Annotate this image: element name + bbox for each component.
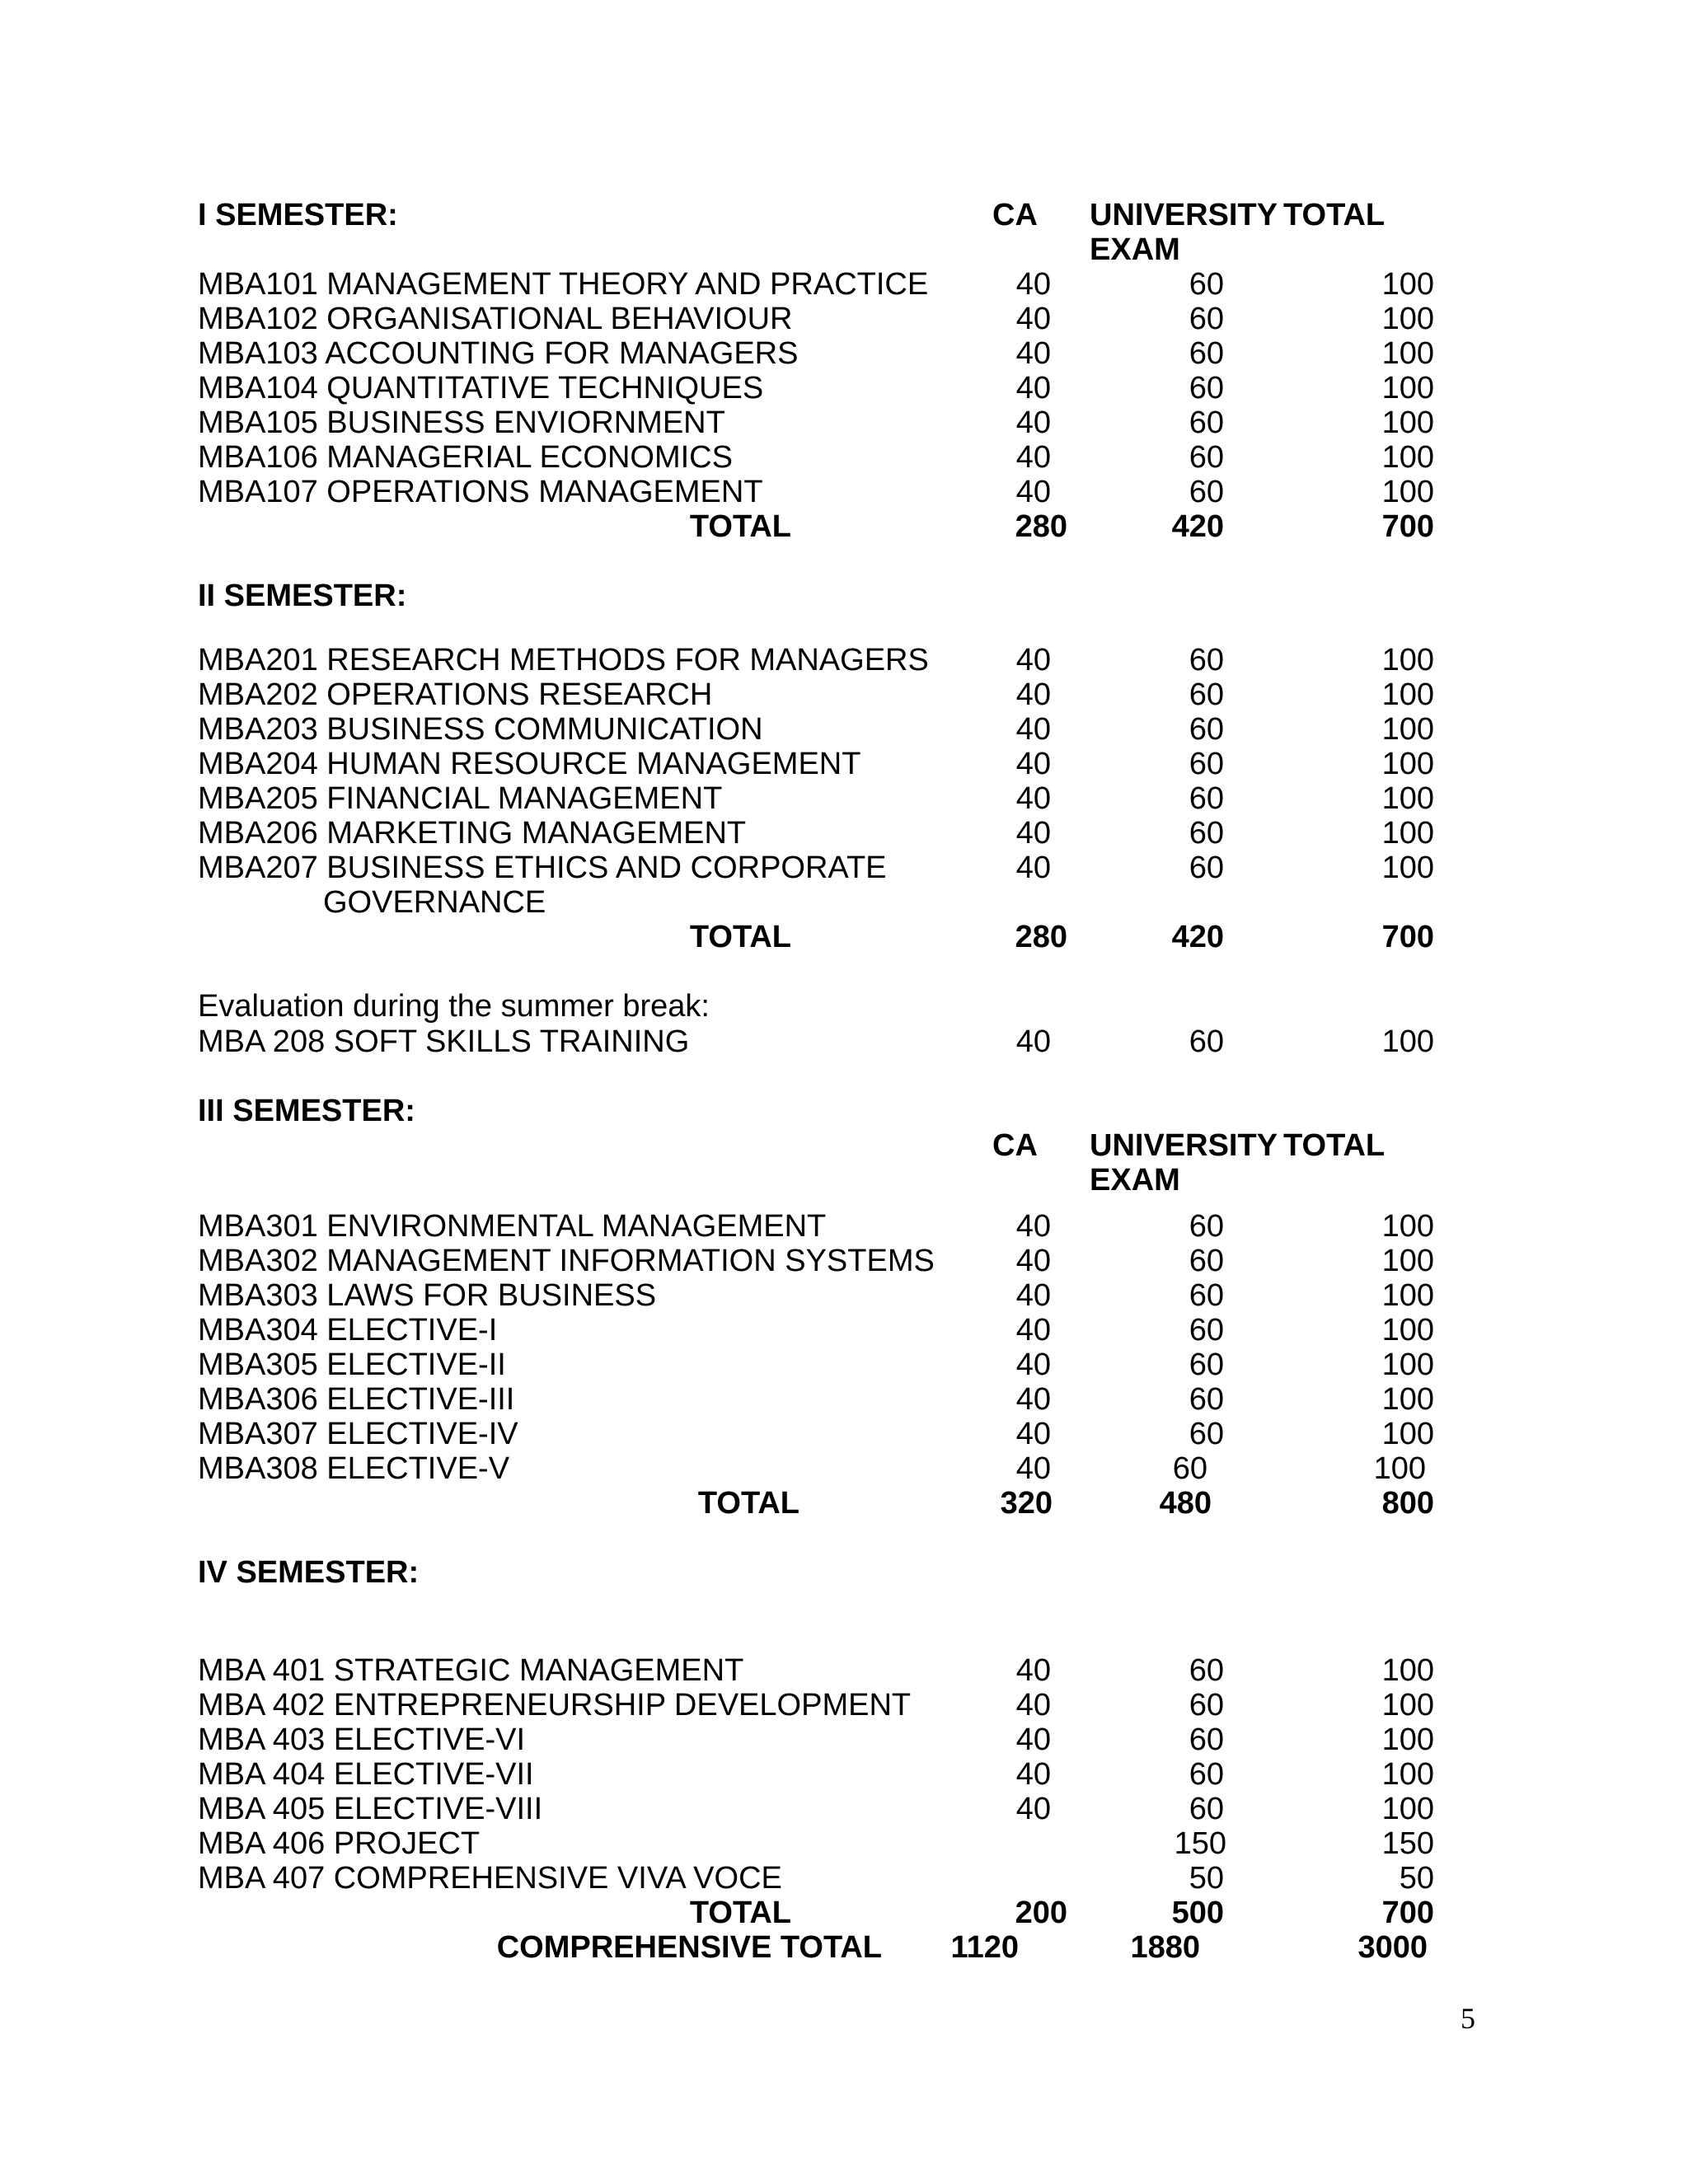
ca-total: 280 <box>1015 509 1067 544</box>
header-ca: CA <box>992 198 1038 232</box>
exam-marks: 60 <box>1189 643 1224 677</box>
header-exam: EXAM <box>1090 1163 1180 1197</box>
ca-marks: 40 <box>1015 1722 1051 1757</box>
course-name: MBA 402 ENTREPRENEURSHIP DEVELOPMENT <box>198 1688 912 1722</box>
exam-marks: 60 <box>1189 371 1224 405</box>
ca-total: 320 <box>1000 1486 1053 1521</box>
course-name: MBA301 ENVIRONMENTAL MANAGEMENT <box>198 1209 827 1244</box>
exam-marks: 60 <box>1189 336 1224 371</box>
exam-marks: 60 <box>1189 1722 1224 1757</box>
summer-note: Evaluation during the summer break: <box>198 989 710 1024</box>
semester-1-title: I SEMESTER: <box>198 198 398 232</box>
ca-marks: 40 <box>1015 677 1051 712</box>
total-marks: 100 <box>1381 1209 1434 1244</box>
course-name: MBA203 BUSINESS COMMUNICATION <box>198 712 763 747</box>
course-name: MBA303 LAWS FOR BUSINESS <box>198 1278 657 1313</box>
page-number: 5 <box>1461 2002 1475 2035</box>
total-marks: 100 <box>1381 475 1434 509</box>
exam-marks: 60 <box>1189 405 1224 440</box>
header-university: UNIVERSITY <box>1090 198 1278 232</box>
total-marks: 100 <box>1381 1244 1434 1278</box>
course-name: MBA 403 ELECTIVE-VI <box>198 1722 526 1757</box>
exam-marks: 60 <box>1189 851 1224 885</box>
ca-marks: 40 <box>1015 302 1051 336</box>
exam-marks: 60 <box>1172 1451 1207 1486</box>
course-name: MBA306 ELECTIVE-III <box>198 1382 515 1417</box>
exam-marks: 60 <box>1189 816 1224 851</box>
exam-total: 420 <box>1171 920 1224 954</box>
course-name: MBA302 MANAGEMENT INFORMATION SYSTEMS <box>198 1244 935 1278</box>
total-marks: 100 <box>1381 1024 1434 1059</box>
course-name: MBA308 ELECTIVE-V <box>198 1451 510 1486</box>
total-marks: 100 <box>1381 677 1434 712</box>
course-name: MBA103 ACCOUNTING FOR MANAGERS <box>198 336 799 371</box>
grand-marks-total: 700 <box>1381 1896 1434 1930</box>
exam-marks: 60 <box>1189 1024 1224 1059</box>
exam-marks: 150 <box>1174 1826 1226 1861</box>
ca-total: 280 <box>1015 920 1067 954</box>
semester-4-title: IV SEMESTER: <box>198 1555 420 1590</box>
total-label: TOTAL <box>689 920 791 954</box>
exam-marks: 60 <box>1189 267 1224 302</box>
total-marks: 100 <box>1381 1688 1434 1722</box>
total-marks: 100 <box>1381 1417 1434 1451</box>
header-university: UNIVERSITY <box>1090 1128 1278 1163</box>
course-name: MBA201 RESEARCH METHODS FOR MANAGERS <box>198 643 929 677</box>
header-total: TOTAL <box>1283 1128 1386 1163</box>
grand-marks-total: 700 <box>1381 509 1434 544</box>
course-name-continued: GOVERNANCE <box>323 885 546 920</box>
grand-marks-total: 800 <box>1381 1486 1434 1521</box>
ca-marks: 40 <box>1015 371 1051 405</box>
total-marks: 100 <box>1381 781 1434 816</box>
course-name: MBA202 OPERATIONS RESEARCH <box>198 677 713 712</box>
exam-marks: 60 <box>1189 1382 1224 1417</box>
ca-marks: 40 <box>1015 1417 1051 1451</box>
ca-marks: 40 <box>1015 336 1051 371</box>
exam-marks: 60 <box>1189 1313 1224 1347</box>
ca-marks: 40 <box>1015 1792 1051 1826</box>
ca-marks: 40 <box>1015 1313 1051 1347</box>
total-marks: 100 <box>1381 1653 1434 1688</box>
course-name: MBA101 MANAGEMENT THEORY AND PRACTICE <box>198 267 929 302</box>
semester-2-title: II SEMESTER: <box>198 579 407 613</box>
total-marks: 100 <box>1381 1722 1434 1757</box>
exam-marks: 60 <box>1189 1417 1224 1451</box>
total-marks: 100 <box>1381 1347 1434 1382</box>
total-marks: 100 <box>1381 1278 1434 1313</box>
semester-3-title: III SEMESTER: <box>198 1094 415 1128</box>
course-name: MBA 401 STRATEGIC MANAGEMENT <box>198 1653 744 1688</box>
total-marks: 150 <box>1381 1826 1434 1861</box>
ca-marks: 40 <box>1015 1757 1051 1792</box>
exam-total: 480 <box>1159 1486 1212 1521</box>
exam-marks: 60 <box>1189 1209 1224 1244</box>
course-name: MBA 208 SOFT SKILLS TRAINING <box>198 1024 690 1059</box>
ca-marks: 40 <box>1015 1209 1051 1244</box>
exam-marks: 60 <box>1189 440 1224 475</box>
total-marks: 100 <box>1381 816 1434 851</box>
course-name: MBA106 MANAGERIAL ECONOMICS <box>198 440 733 475</box>
ca-marks: 40 <box>1015 781 1051 816</box>
total-marks: 100 <box>1381 712 1434 747</box>
ca-marks: 40 <box>1015 440 1051 475</box>
total-marks: 100 <box>1381 336 1434 371</box>
total-label: TOTAL <box>697 1486 799 1521</box>
total-marks: 100 <box>1381 440 1434 475</box>
header-total: TOTAL <box>1283 198 1386 232</box>
header-ca: CA <box>992 1128 1038 1163</box>
exam-marks: 60 <box>1189 1278 1224 1313</box>
exam-marks: 60 <box>1189 1688 1224 1722</box>
total-marks: 100 <box>1381 405 1434 440</box>
course-name: MBA 407 COMPREHENSIVE VIVA VOCE <box>198 1861 782 1896</box>
total-marks: 100 <box>1381 1382 1434 1417</box>
exam-total: 420 <box>1171 509 1224 544</box>
ca-marks: 40 <box>1015 712 1051 747</box>
ca-marks: 40 <box>1015 1451 1051 1486</box>
total-marks: 50 <box>1399 1861 1434 1896</box>
course-name: MBA206 MARKETING MANAGEMENT <box>198 816 747 851</box>
course-name: MBA307 ELECTIVE-IV <box>198 1417 518 1451</box>
course-name: MBA104 QUANTITATIVE TECHNIQUES <box>198 371 764 405</box>
ca-marks: 40 <box>1015 1688 1051 1722</box>
exam-marks: 60 <box>1189 1244 1224 1278</box>
ca-marks: 40 <box>1015 851 1051 885</box>
total-marks: 100 <box>1381 302 1434 336</box>
exam-marks: 60 <box>1189 302 1224 336</box>
ca-marks: 40 <box>1015 816 1051 851</box>
total-marks: 100 <box>1381 267 1434 302</box>
ca-marks: 40 <box>1015 1382 1051 1417</box>
exam-marks: 50 <box>1189 1861 1224 1896</box>
header-exam: EXAM <box>1090 232 1180 267</box>
ca-marks: 40 <box>1015 405 1051 440</box>
grand-marks-total: 700 <box>1381 920 1434 954</box>
exam-marks: 60 <box>1189 677 1224 712</box>
ca-marks: 40 <box>1015 1347 1051 1382</box>
course-name: MBA205 FINANCIAL MANAGEMENT <box>198 781 723 816</box>
comprehensive-total-label: COMPREHENSIVE TOTAL <box>496 1930 882 1965</box>
course-name: MBA102 ORGANISATIONAL BEHAVIOUR <box>198 302 793 336</box>
exam-marks: 60 <box>1189 1347 1224 1382</box>
comprehensive-exam-total: 1880 <box>1130 1930 1200 1965</box>
exam-marks: 60 <box>1189 712 1224 747</box>
total-marks: 100 <box>1381 371 1434 405</box>
ca-marks: 40 <box>1015 267 1051 302</box>
total-marks: 100 <box>1381 1757 1434 1792</box>
ca-marks: 40 <box>1015 475 1051 509</box>
exam-marks: 60 <box>1189 1653 1224 1688</box>
total-marks: 100 <box>1373 1451 1426 1486</box>
course-name: MBA 406 PROJECT <box>198 1826 481 1861</box>
total-label: TOTAL <box>689 1896 791 1930</box>
course-name: MBA304 ELECTIVE-I <box>198 1313 498 1347</box>
total-marks: 100 <box>1381 1792 1434 1826</box>
ca-marks: 40 <box>1015 1278 1051 1313</box>
ca-marks: 40 <box>1015 643 1051 677</box>
comprehensive-ca-total: 1120 <box>950 1930 1019 1965</box>
exam-marks: 60 <box>1189 1792 1224 1826</box>
comprehensive-grand-total: 3000 <box>1357 1930 1428 1965</box>
exam-marks: 60 <box>1189 747 1224 781</box>
exam-marks: 60 <box>1189 1757 1224 1792</box>
ca-marks: 40 <box>1015 1653 1051 1688</box>
ca-marks: 40 <box>1015 747 1051 781</box>
total-marks: 100 <box>1381 747 1434 781</box>
ca-total: 200 <box>1015 1896 1067 1930</box>
ca-marks: 40 <box>1015 1244 1051 1278</box>
course-name: MBA107 OPERATIONS MANAGEMENT <box>198 475 763 509</box>
course-name: MBA 405 ELECTIVE-VIII <box>198 1792 543 1826</box>
total-label: TOTAL <box>689 509 791 544</box>
total-marks: 100 <box>1381 851 1434 885</box>
ca-marks: 40 <box>1015 1024 1051 1059</box>
exam-marks: 60 <box>1189 475 1224 509</box>
exam-marks: 60 <box>1189 781 1224 816</box>
course-name: MBA105 BUSINESS ENVIORNMENT <box>198 405 725 440</box>
total-marks: 100 <box>1381 643 1434 677</box>
course-name: MBA204 HUMAN RESOURCE MANAGEMENT <box>198 747 861 781</box>
exam-total: 500 <box>1171 1896 1224 1930</box>
course-name: MBA 404 ELECTIVE-VII <box>198 1757 534 1792</box>
course-name: MBA305 ELECTIVE-II <box>198 1347 506 1382</box>
course-name: MBA207 BUSINESS ETHICS AND CORPORATE <box>198 851 887 885</box>
total-marks: 100 <box>1381 1313 1434 1347</box>
